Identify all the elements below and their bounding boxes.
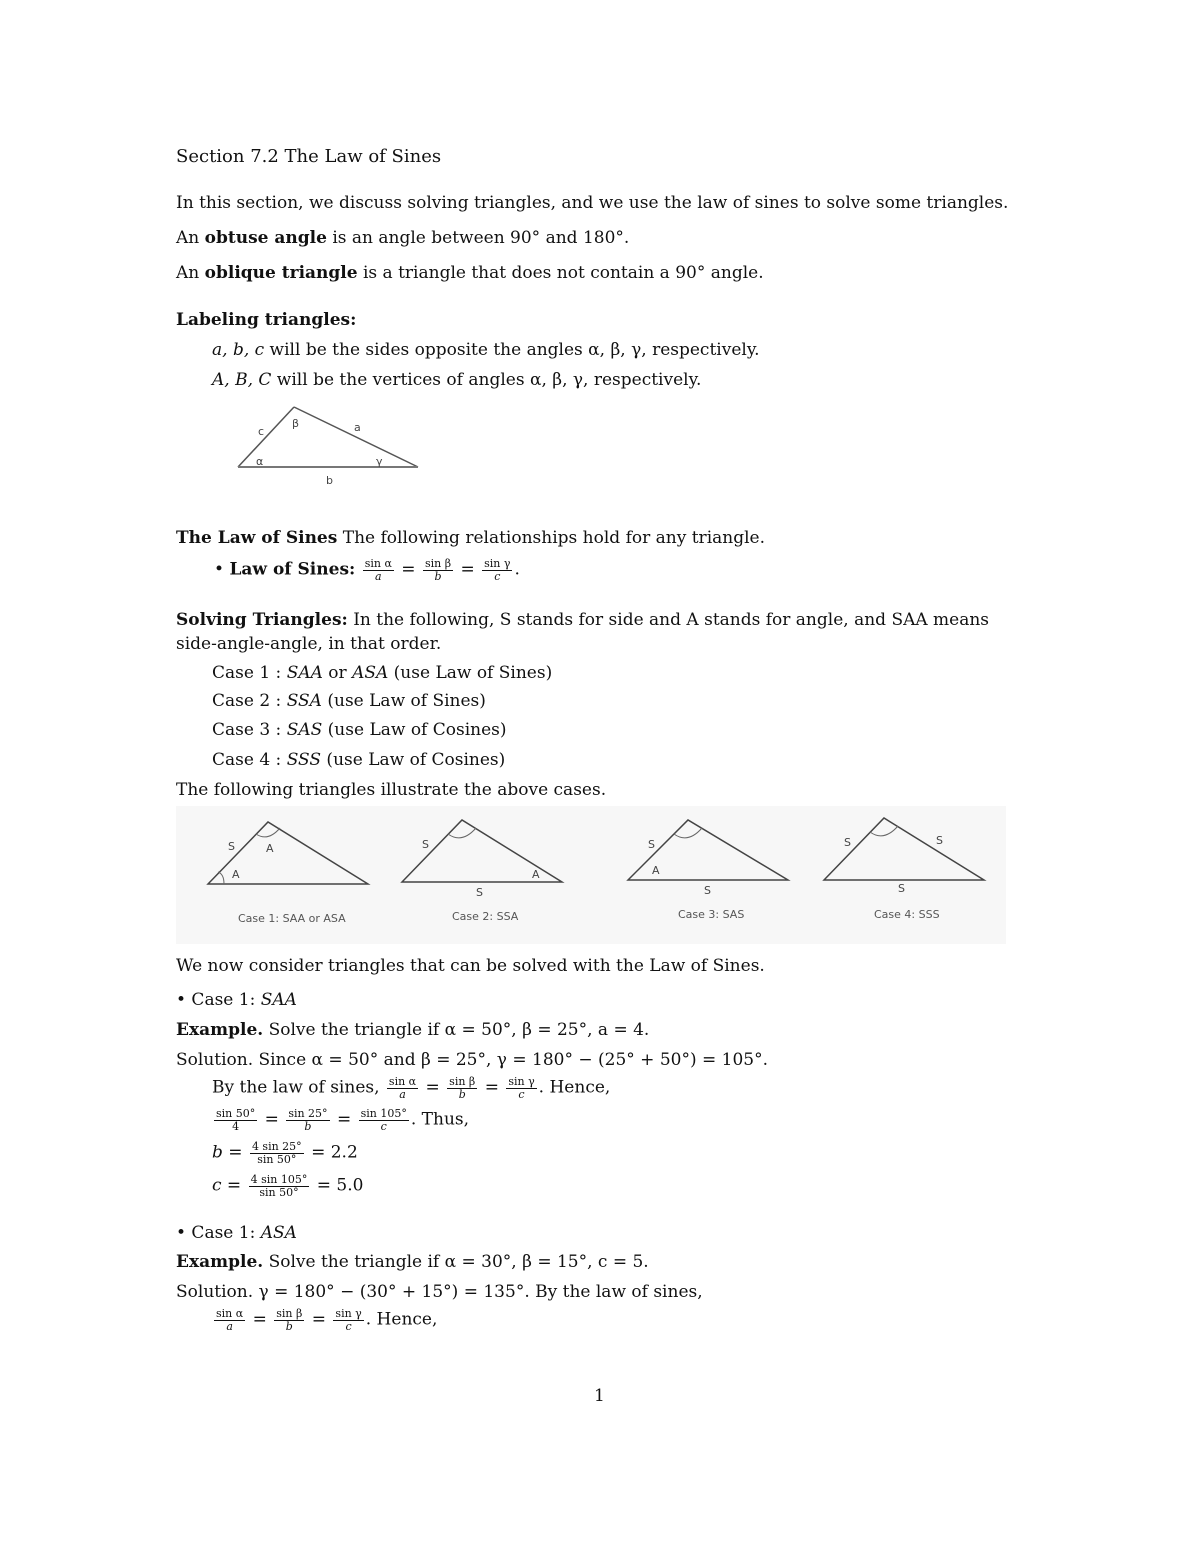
- obtuse-definition: An obtuse angle is an angle between 90° and 180°.: [176, 228, 630, 248]
- law-fraction-1: $\frac{\text{sin α}}{a}$: [364, 557, 392, 583]
- oblique-term: oblique triangle: [204, 263, 358, 283]
- ex1-b-result: b = $\frac{4 \sin 25^\circ}{\sin 50^\circ}$ = 2.2: [212, 1140, 358, 1166]
- ex1-c-result: c = $\frac{4 \sin 105^\circ}{\sin 50^\circ}$ = 5.0: [212, 1173, 364, 1199]
- side-b-label: b: [326, 474, 333, 487]
- svg-text:S: S: [844, 836, 851, 849]
- svg-text:S: S: [422, 838, 429, 851]
- angle-alpha-label: α: [256, 455, 264, 468]
- law-of-sines-bullet: • Law of Sines: $\frac{\text{sin α}}{a}$ = $\frac{\text{sin β}}{b}$ = $\frac{\text{sin γ}}{c}$ .: [214, 557, 520, 583]
- consider-line: We now consider triangles that can be solved with the Law of Sines.: [176, 956, 765, 976]
- case-4-line: Case 4 : SSS (use Law of Cosines): [212, 750, 506, 770]
- page-number: 1: [594, 1386, 605, 1406]
- case-3-line: Case 3 : SAS (use Law of Cosines): [212, 720, 507, 740]
- angle-beta-label: β: [292, 417, 300, 430]
- ex1-law-line: By the law of sines, $\frac{\text{sin α}}{a}$ = $\frac{\text{sin β}}{b}$ = $\frac{\text{sin γ}}{c}$ . Hence,: [212, 1075, 611, 1101]
- ex2-bullet: • Case 1: ASA: [176, 1223, 297, 1243]
- case-2-line: Case 2 : SSA (use Law of Sines): [212, 691, 486, 711]
- law-fraction-2: $\frac{\text{sin β}}{b}$: [424, 557, 452, 583]
- solving-intro: Solving Triangles: In the following, S stands for side and A stands for angle, and SAA means: [176, 610, 990, 630]
- ex1-bullet: • Case 1: SAA: [176, 990, 297, 1010]
- illustrate-line: The following triangles illustrate the above cases.: [176, 780, 607, 800]
- ex1-ratios-line: $\frac{\sin 50^\circ}{4}$ = $\frac{\sin 25^\circ}{b}$ = $\frac{\sin 105^\circ}{c}$ . Thus,: [216, 1107, 470, 1133]
- ex2-problem: Example. Solve the triangle if α = 30°, β = 15°, c = 5.: [176, 1252, 649, 1272]
- svg-text:S: S: [704, 884, 711, 897]
- svg-text:A: A: [532, 868, 540, 881]
- ex2-law-line: $\frac{\text{sin α}}{a}$ = $\frac{\text{sin β}}{b}$ = $\frac{\text{sin γ}}{c}$ . Hence,: [216, 1307, 438, 1333]
- case-2-caption: Case 2: SSA: [452, 910, 519, 923]
- labeled-triangle-figure: [230, 395, 430, 490]
- law-of-sines-statement: The Law of Sines The following relationships hold for any triangle.: [176, 528, 765, 548]
- solving-intro-cont: side-angle-angle, in that order.: [176, 634, 442, 654]
- side-c-label: c: [258, 425, 265, 438]
- intro-paragraph: In this section, we discuss solving triangles, and we use the law of sines to solve some triangles.: [176, 193, 1009, 213]
- svg-text:S: S: [228, 840, 235, 853]
- svg-text:A: A: [652, 864, 660, 877]
- ex1-problem: Example. Solve the triangle if α = 50°, β = 25°, a = 4.: [176, 1020, 650, 1040]
- case-1-caption: Case 1: SAA or ASA: [238, 912, 346, 925]
- section-title: Section 7.2 The Law of Sines: [176, 146, 442, 167]
- case-3-caption: Case 3: SAS: [678, 908, 745, 921]
- svg-text:A: A: [232, 868, 240, 881]
- labeling-heading: Labeling triangles:: [176, 310, 357, 330]
- side-a-label: a: [354, 421, 361, 434]
- cases-triangles-figure: [176, 806, 1006, 944]
- svg-text:S: S: [476, 886, 483, 899]
- svg-text:A: A: [266, 842, 274, 855]
- obtuse-term: obtuse angle: [204, 228, 327, 248]
- svg-text:S: S: [898, 882, 905, 895]
- ex2-solution: Solution. γ = 180° − (30° + 15°) = 135°. By the law of sines,: [176, 1282, 703, 1302]
- labeling-sides: a, b, c will be the sides opposite the angles α, β, γ, respectively.: [212, 340, 760, 360]
- angle-gamma-label: γ: [376, 455, 383, 468]
- ex1-solution: Solution. Since α = 50° and β = 25°, γ = 180° − (25° + 50°) = 105°.: [176, 1050, 768, 1070]
- svg-text:S: S: [936, 834, 943, 847]
- law-fraction-3: $\frac{\text{sin γ}}{c}$: [484, 557, 511, 583]
- svg-text:S: S: [648, 838, 655, 851]
- oblique-definition: An oblique triangle is a triangle that does not contain a 90° angle.: [176, 263, 764, 283]
- case-4-caption: Case 4: SSS: [874, 908, 940, 921]
- labeling-vertices: A, B, C will be the vertices of angles α, β, γ, respectively.: [212, 370, 702, 390]
- case-1-line: Case 1 : SAA or ASA (use Law of Sines): [212, 663, 553, 683]
